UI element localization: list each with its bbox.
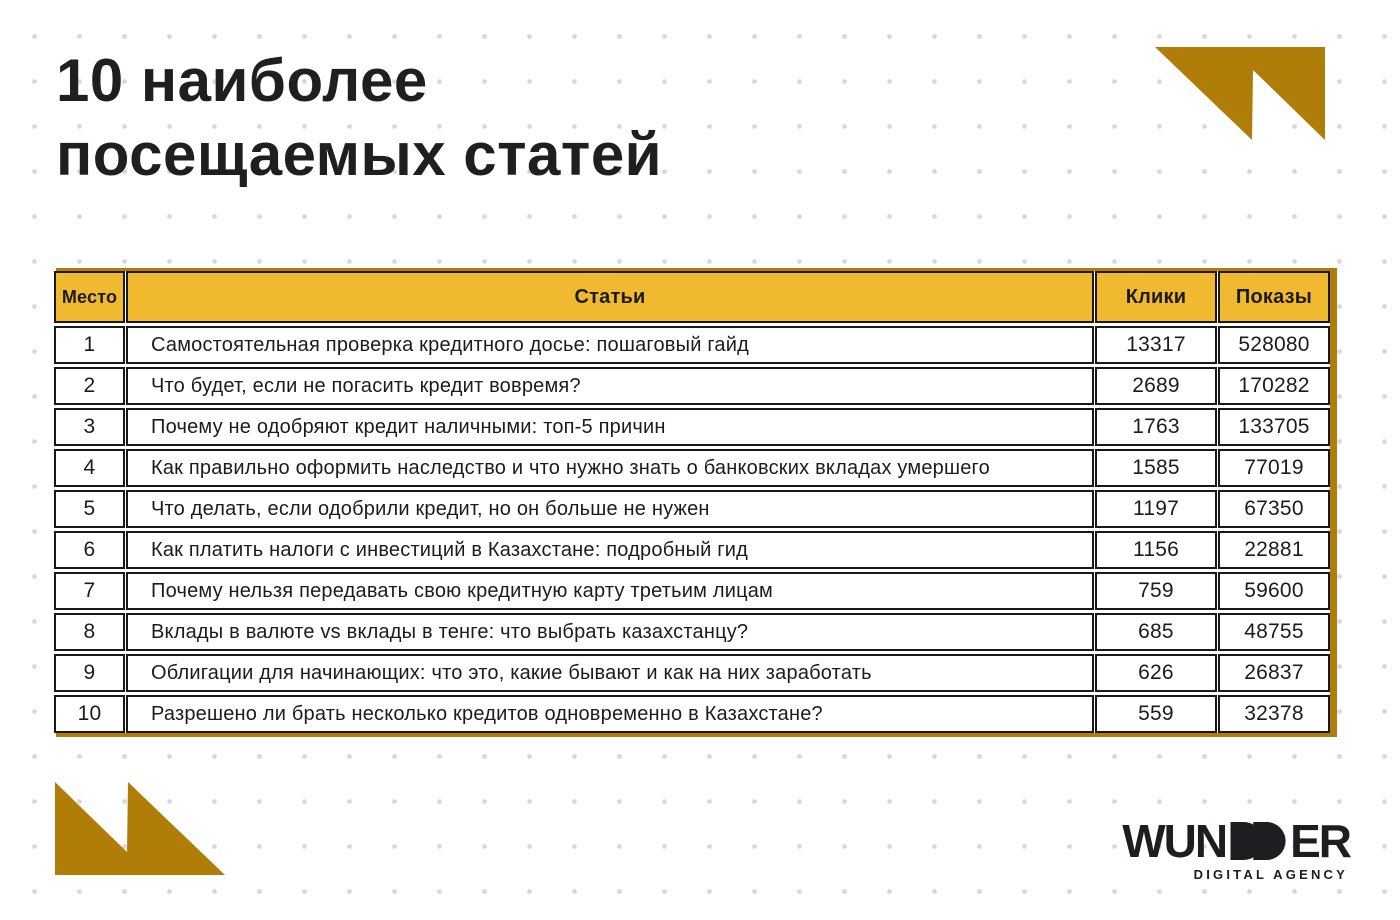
header-articles: Статьи bbox=[126, 271, 1094, 323]
cell-article: Что делать, если одобрили кредит, но он больше не нужен bbox=[126, 490, 1094, 528]
logo-subtitle: DIGITAL AGENCY bbox=[1193, 867, 1348, 882]
cell-article: Что будет, если не погасить кредит вовремя? bbox=[126, 367, 1094, 405]
cell-clicks: 685 bbox=[1095, 613, 1217, 651]
header-impressions: Показы bbox=[1218, 271, 1330, 323]
cell-place: 10 bbox=[54, 695, 125, 733]
table-header-row bbox=[54, 271, 1330, 323]
corner-mark-bottom-left-icon bbox=[55, 782, 225, 875]
cell-place: 9 bbox=[54, 654, 125, 692]
cell-impressions: 22881 bbox=[1218, 531, 1330, 569]
cell-impressions: 77019 bbox=[1218, 449, 1330, 487]
header-place: Место bbox=[54, 271, 125, 323]
cell-article: Разрешено ли брать несколько кредитов одновременно в Казахстане? bbox=[126, 695, 1094, 733]
table-row bbox=[54, 531, 1330, 569]
cell-clicks: 626 bbox=[1095, 654, 1217, 692]
cell-impressions: 133705 bbox=[1218, 408, 1330, 446]
cell-impressions: 170282 bbox=[1218, 367, 1330, 405]
table-row bbox=[54, 408, 1330, 446]
cell-impressions: 59600 bbox=[1218, 572, 1330, 610]
cell-impressions: 32378 bbox=[1218, 695, 1330, 733]
wunder-logo-wordmark bbox=[1122, 815, 1350, 867]
table-row bbox=[54, 572, 1330, 610]
cell-place: 8 bbox=[54, 613, 125, 651]
cell-article: Почему не одобряют кредит наличными: топ-5 причин bbox=[126, 408, 1094, 446]
cell-place: 2 bbox=[54, 367, 125, 405]
cell-place: 6 bbox=[54, 531, 125, 569]
table-body bbox=[54, 326, 1330, 733]
wunder-logo bbox=[1122, 815, 1350, 882]
double-d-logo-icon bbox=[1230, 822, 1288, 860]
cell-impressions: 67350 bbox=[1218, 490, 1330, 528]
logo-text-er: ER bbox=[1290, 815, 1350, 867]
page-title-line1: 10 наиболее bbox=[56, 47, 428, 114]
cell-clicks: 1585 bbox=[1095, 449, 1217, 487]
logo-text-wun: WUN bbox=[1122, 815, 1227, 867]
table-row bbox=[54, 654, 1330, 692]
cell-place: 1 bbox=[54, 326, 125, 364]
table-row bbox=[54, 490, 1330, 528]
table-row bbox=[54, 449, 1330, 487]
cell-place: 3 bbox=[54, 408, 125, 446]
corner-mark-top-right-icon bbox=[1155, 47, 1325, 140]
cell-place: 7 bbox=[54, 572, 125, 610]
table-row bbox=[54, 613, 1330, 651]
cell-clicks: 1763 bbox=[1095, 408, 1217, 446]
cell-article: Почему нельзя передавать свою кредитную карту третьим лицам bbox=[126, 572, 1094, 610]
page-title bbox=[56, 44, 662, 192]
cell-clicks: 13317 bbox=[1095, 326, 1217, 364]
cell-impressions: 48755 bbox=[1218, 613, 1330, 651]
table-row bbox=[54, 326, 1330, 364]
cell-place: 4 bbox=[54, 449, 125, 487]
cell-clicks: 1156 bbox=[1095, 531, 1217, 569]
header-clicks: Клики bbox=[1095, 271, 1217, 323]
cell-place: 5 bbox=[54, 490, 125, 528]
cell-article: Как платить налоги с инвестиций в Казахстане: подробный гид bbox=[126, 531, 1094, 569]
cell-impressions: 528080 bbox=[1218, 326, 1330, 364]
articles-table bbox=[54, 271, 1330, 733]
cell-article: Как правильно оформить наследство и что нужно знать о банковских вкладах умершего bbox=[126, 449, 1094, 487]
table-row bbox=[54, 367, 1330, 405]
cell-clicks: 759 bbox=[1095, 572, 1217, 610]
cell-clicks: 1197 bbox=[1095, 490, 1217, 528]
cell-article: Самостоятельная проверка кредитного досье: пошаговый гайд bbox=[126, 326, 1094, 364]
cell-impressions: 26837 bbox=[1218, 654, 1330, 692]
cell-article: Вклады в валюте vs вклады в тенге: что выбрать казахстанцу? bbox=[126, 613, 1094, 651]
cell-clicks: 2689 bbox=[1095, 367, 1217, 405]
cell-article: Облигации для начинающих: что это, какие бывают и как на них заработать bbox=[126, 654, 1094, 692]
cell-clicks: 559 bbox=[1095, 695, 1217, 733]
page-title-line2: посещаемых статей bbox=[56, 120, 663, 188]
table-row bbox=[54, 695, 1330, 733]
